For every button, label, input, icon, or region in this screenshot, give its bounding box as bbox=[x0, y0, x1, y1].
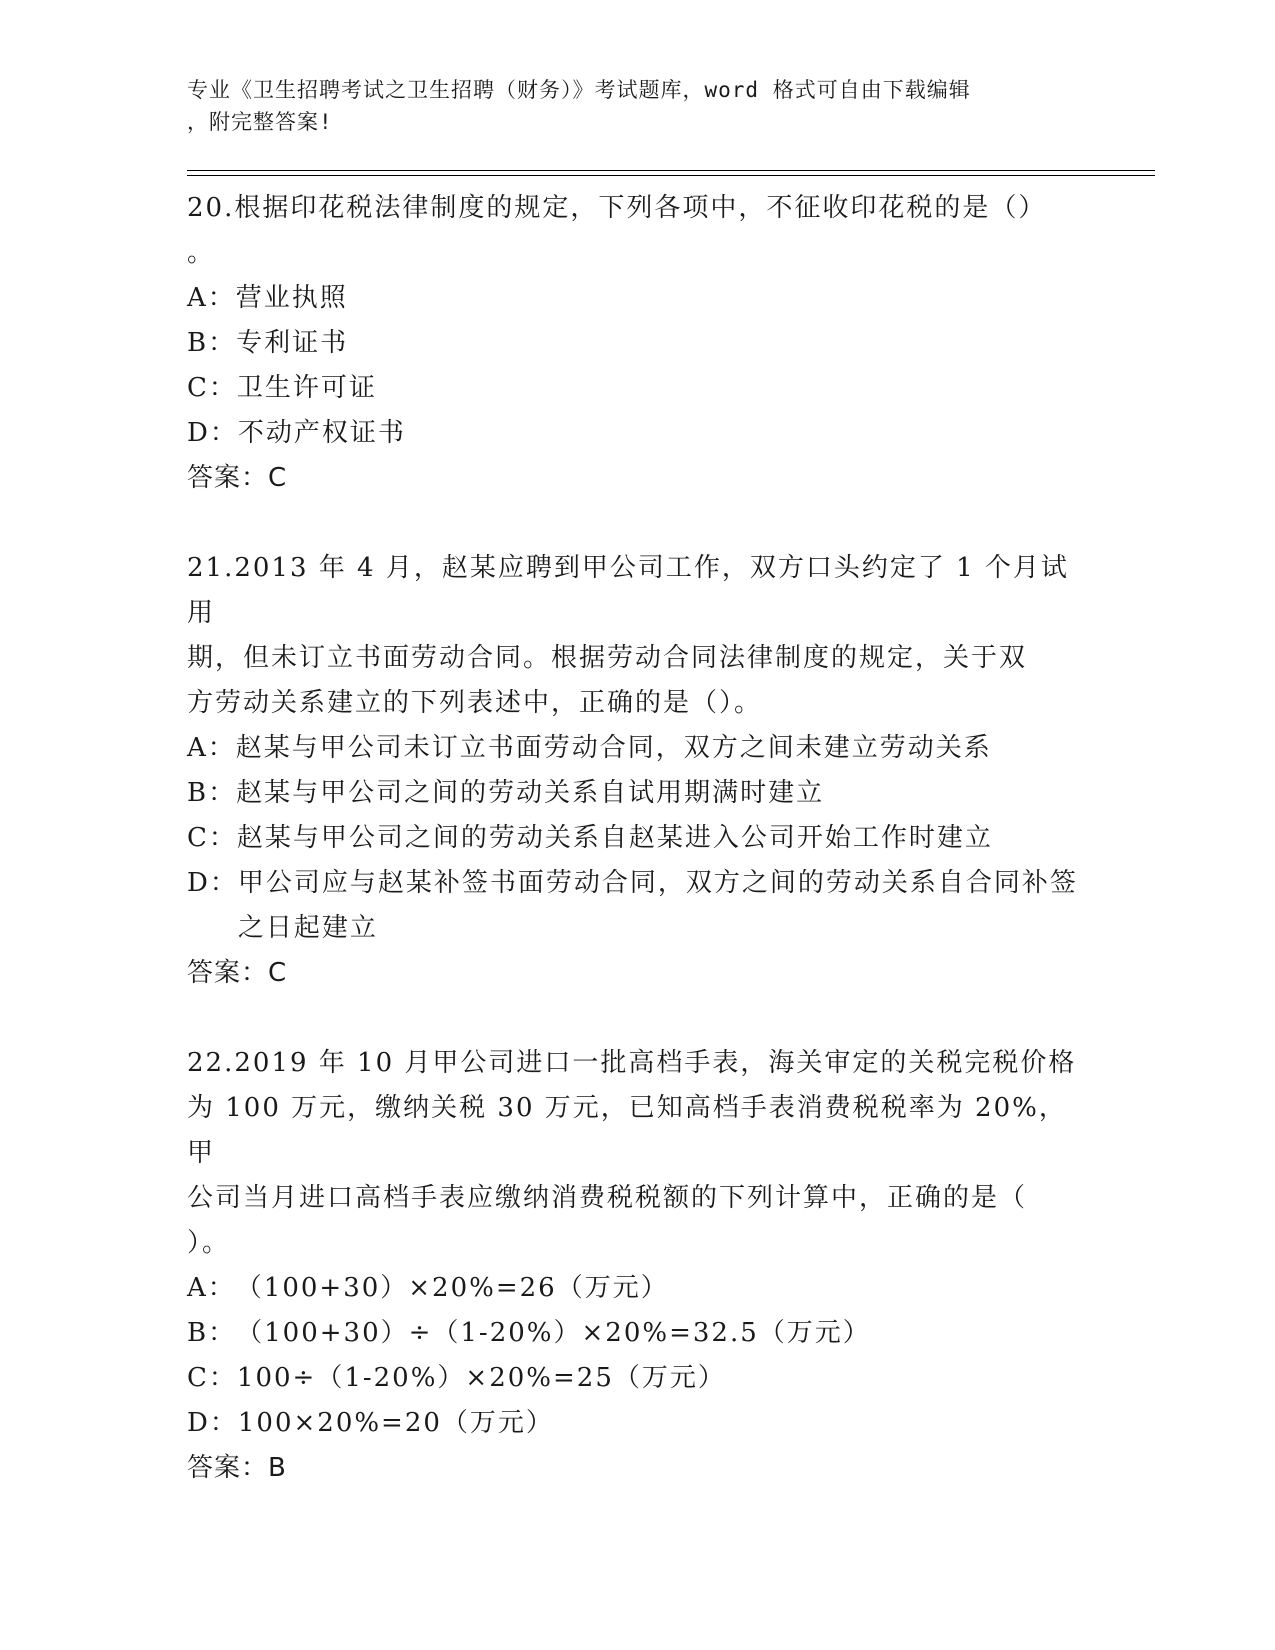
option-text: 赵某与甲公司未订立书面劳动合同，双方之间未建立劳动关系 bbox=[235, 733, 992, 763]
option-key: B： bbox=[187, 778, 237, 808]
option-text: （100+30）×20%=26（万元） bbox=[235, 1273, 669, 1303]
option-text: 赵某与甲公司之间的劳动关系自试用期满时建立 bbox=[236, 778, 825, 808]
option-key: C： bbox=[187, 373, 237, 403]
question-stem-line: 21.2013 年 4 月，赵某应聘到甲公司工作，双方口头约定了 1 个月试用 bbox=[187, 553, 1069, 628]
option-key: B： bbox=[187, 1318, 237, 1348]
question-20 bbox=[187, 186, 1082, 501]
spacer bbox=[187, 501, 1082, 546]
option-d bbox=[187, 861, 1082, 951]
question-stem-line: ）。 bbox=[187, 1228, 231, 1258]
option-a bbox=[187, 726, 1082, 771]
question-stem-line: 20.根据印花税法律制度的规定，下列各项中，不征收印花税的是（） bbox=[187, 193, 1047, 223]
document-header bbox=[187, 74, 1067, 138]
option-key: C： bbox=[187, 823, 237, 853]
question-stem-line: 公司当月进口高档手表应缴纳消费税税额的下列计算中，正确的是（ bbox=[187, 1183, 1028, 1213]
option-text: （100+30）÷（1-20%）×20%=32.5（万元） bbox=[236, 1318, 871, 1348]
header-line-1: 专业《卫生招聘考试之卫生招聘（财务）》考试题库，word 格式可自由下载编辑 bbox=[187, 78, 971, 102]
option-text: 100÷（1-20%）×20%=25（万元） bbox=[236, 1363, 726, 1393]
option-c bbox=[187, 1356, 1082, 1401]
option-key: D： bbox=[187, 418, 238, 448]
option-key: B： bbox=[187, 328, 237, 358]
option-text: 专利证书 bbox=[236, 328, 349, 358]
option-b bbox=[187, 771, 1082, 816]
option-b bbox=[187, 1311, 1082, 1356]
answer-label: 答案：C bbox=[187, 958, 288, 988]
option-a bbox=[187, 1266, 1082, 1311]
option-key: A： bbox=[187, 283, 236, 313]
option-a bbox=[187, 276, 1082, 321]
question-22 bbox=[187, 1041, 1082, 1491]
option-key: A： bbox=[187, 733, 236, 763]
spacer bbox=[187, 996, 1082, 1041]
option-c bbox=[187, 816, 1082, 861]
option-key: D： bbox=[187, 868, 238, 898]
option-text: 卫生许可证 bbox=[236, 373, 377, 403]
option-d bbox=[187, 1401, 1082, 1446]
question-stem-line: 期，但未订立书面劳动合同。根据劳动合同法律制度的规定，关于双 bbox=[187, 643, 1028, 673]
question-stem-line: 方劳动关系建立的下列表述中，正确的是（）。 bbox=[187, 688, 763, 718]
question-list bbox=[187, 186, 1082, 1491]
question-stem-line: 22.2019 年 10 月甲公司进口一批高档手表，海关审定的关税完税价格 bbox=[187, 1048, 1077, 1078]
option-text: 不动产权证书 bbox=[237, 418, 406, 448]
option-text: 营业执照 bbox=[235, 283, 348, 313]
header-line-2: ，附完整答案! bbox=[187, 110, 333, 134]
header-divider-top bbox=[187, 170, 1155, 171]
option-key: C： bbox=[187, 1363, 237, 1393]
option-text: 赵某与甲公司之间的劳动关系自赵某进入公司开始工作时建立 bbox=[236, 823, 993, 853]
answer-label: 答案：C bbox=[187, 463, 288, 493]
question-21 bbox=[187, 546, 1082, 996]
question-stem-line: 。 bbox=[187, 238, 216, 268]
question-stem-line: 为 100 万元，缴纳关税 30 万元，已知高档手表消费税税率为 20%，甲 bbox=[187, 1093, 1067, 1168]
option-d bbox=[187, 411, 1082, 456]
option-text: 甲公司应与赵某补签书面劳动合同，双方之间的劳动关系自合同补签之日起建立 bbox=[237, 868, 1078, 943]
option-key: A： bbox=[187, 1273, 236, 1303]
option-text: 100×20%=20（万元） bbox=[237, 1408, 554, 1438]
answer-label: 答案：B bbox=[187, 1453, 287, 1483]
option-c bbox=[187, 366, 1082, 411]
option-b bbox=[187, 321, 1082, 366]
option-key: D： bbox=[187, 1408, 238, 1438]
header-divider-bottom bbox=[187, 175, 1155, 176]
